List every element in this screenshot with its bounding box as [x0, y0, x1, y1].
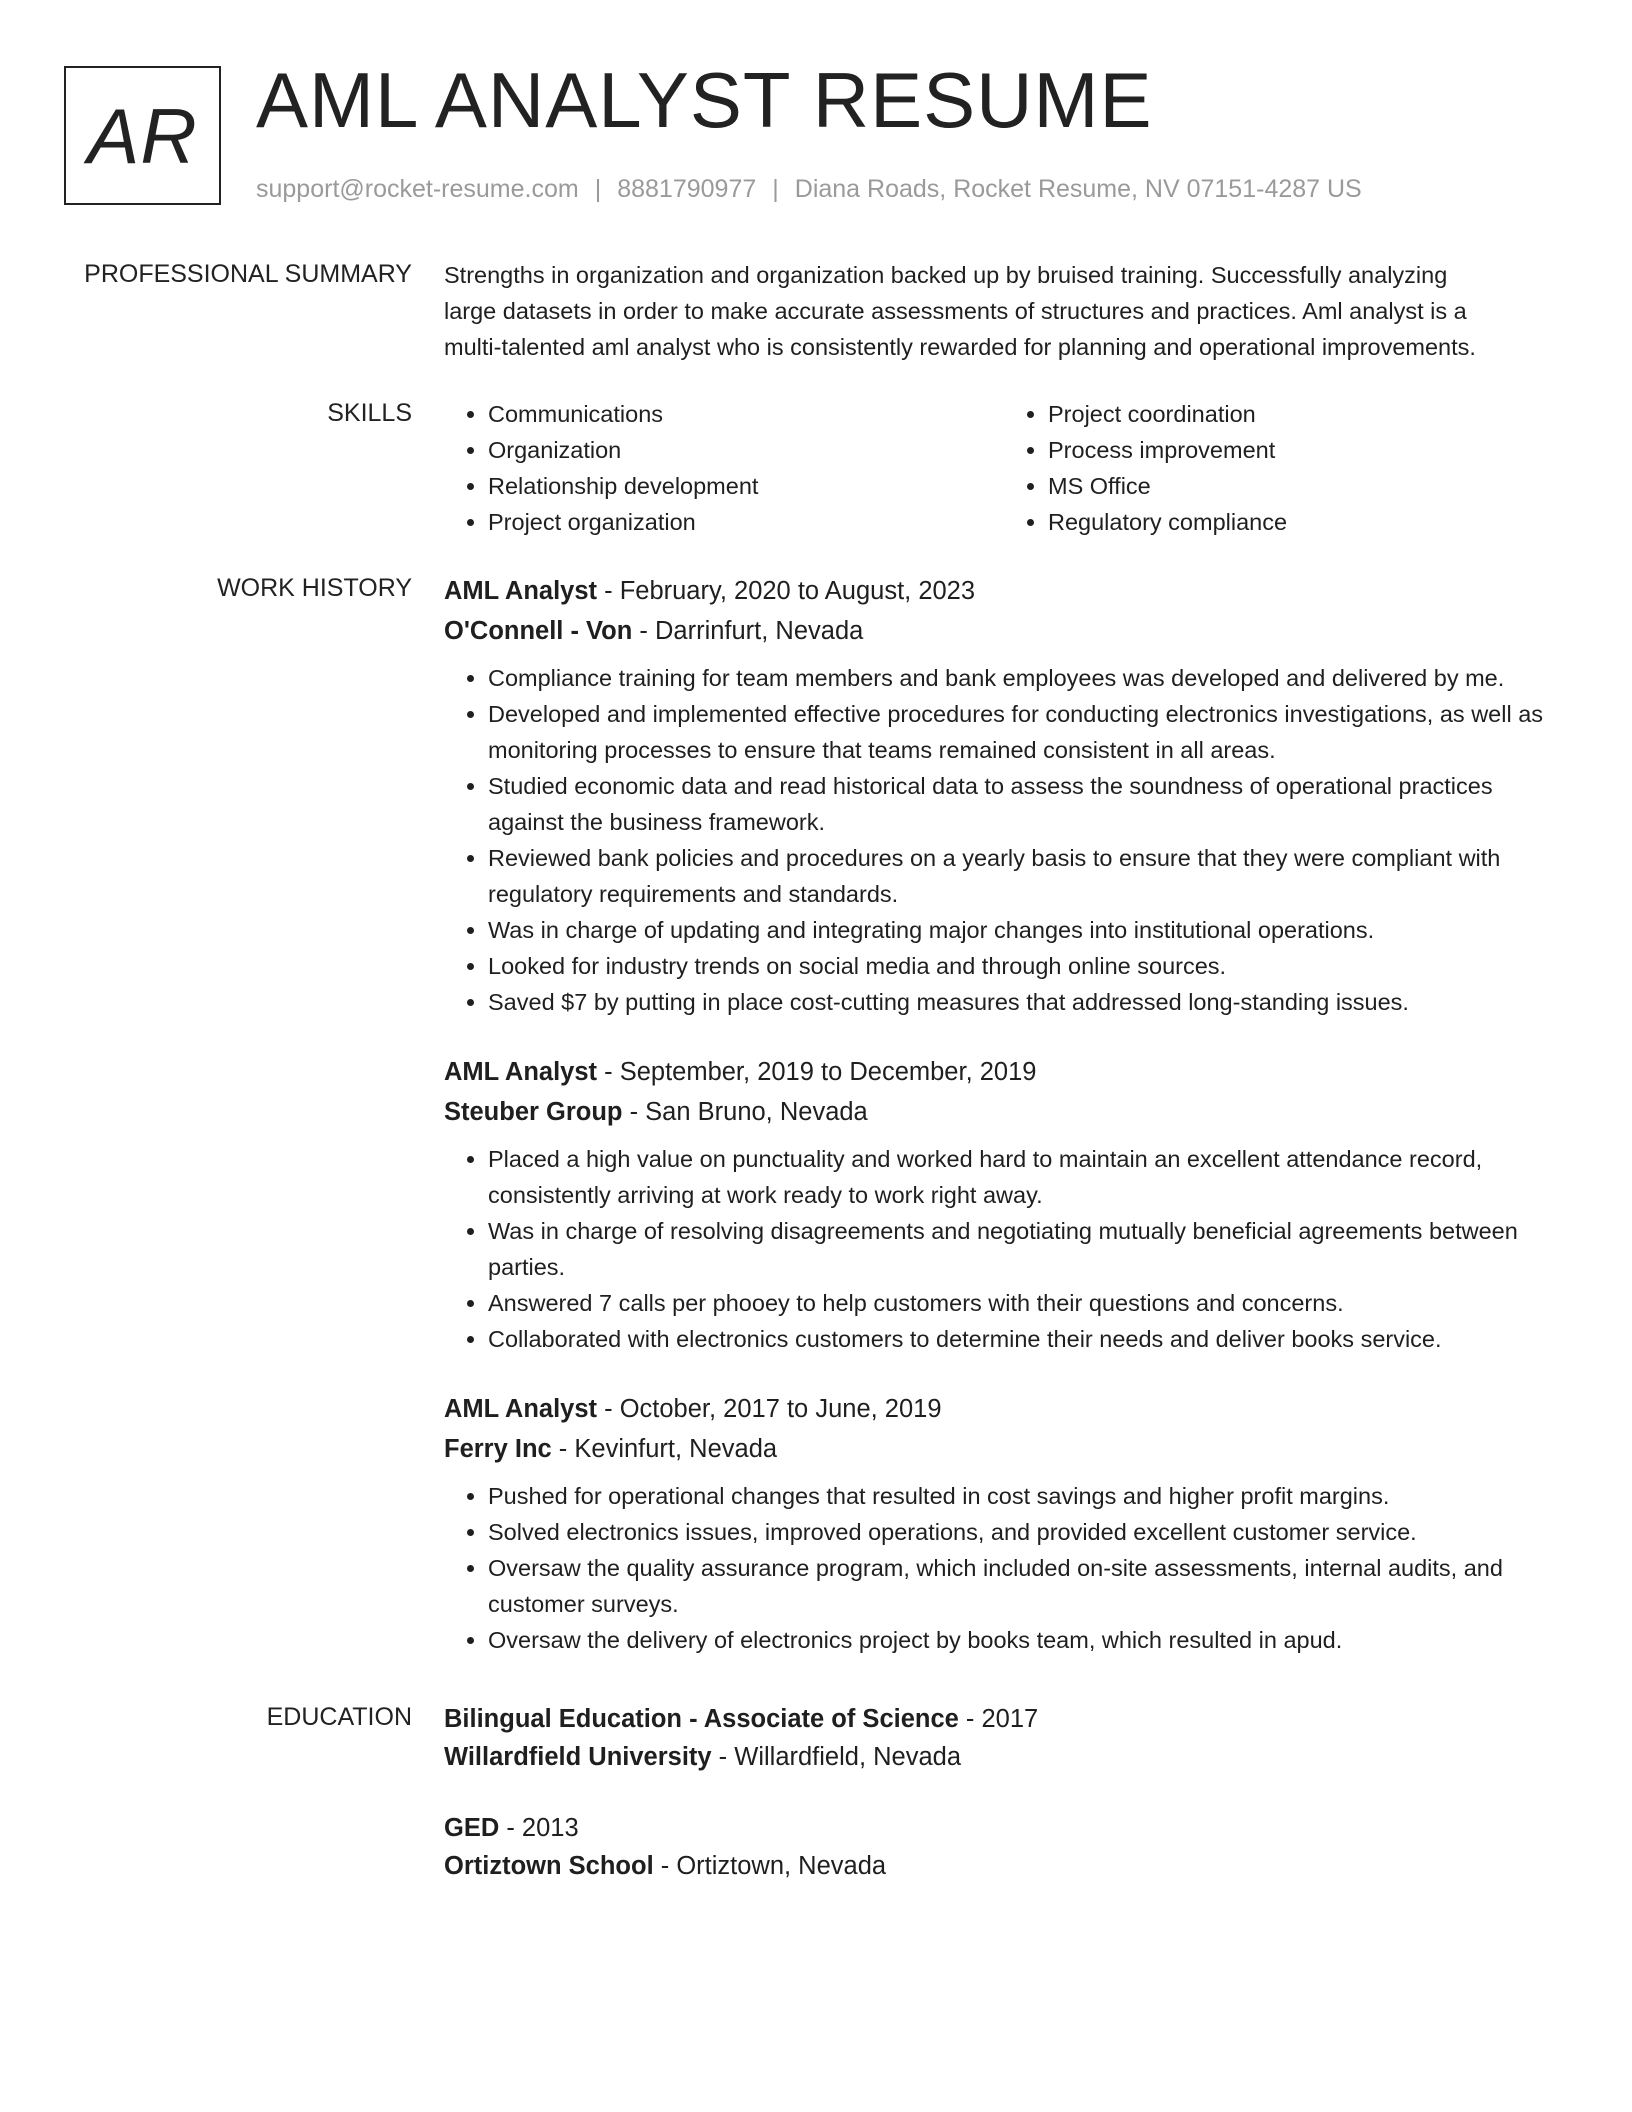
work-history-list: [444, 571, 1564, 1690]
monogram-badge: [64, 66, 221, 205]
skill-item: • Process improvement: [1048, 432, 1564, 468]
job-title-line: [444, 1052, 1564, 1092]
contact-separator: |: [772, 175, 779, 203]
job-bullet: • Looked for industry trends on social media and through online sources.: [488, 948, 1564, 984]
skill-item: • Regulatory compliance: [1048, 504, 1564, 540]
job-location: - Darrinfurt, Nevada: [632, 617, 864, 645]
job-bullet: • Was in charge of resolving disagreements and negotiating mutually beneficial agreements between parties.: [488, 1213, 1564, 1285]
education-location: - Willardfield, Nevada: [711, 1743, 962, 1771]
job-title-line: [444, 571, 1564, 611]
monogram-initials: AR: [87, 92, 198, 180]
job-bullet: • Was in charge of updating and integrating major changes into institutional operations.: [488, 912, 1564, 948]
summary-text: [444, 257, 1564, 365]
job-bullet: • Developed and implemented effective procedures for conducting electronics investigations, as well as monitoring processes to ensure that teams remained consistent in all areas.: [488, 696, 1564, 768]
education-entry: [444, 1700, 1564, 1776]
job-company-line: [444, 1092, 1564, 1132]
skill-item: • Project coordination: [1048, 396, 1564, 432]
job-bullets: [444, 1478, 1564, 1658]
summary-line: large datasets in order to make accurate assessments of structures and practices. Aml analyst is a: [444, 298, 1467, 324]
job-bullet: • Saved $7 by putting in place cost-cutting measures that addressed long-standing issues.: [488, 984, 1564, 1020]
job-bullet: • Answered 7 calls per phooey to help customers with their questions and concerns.: [488, 1285, 1564, 1321]
job-bullets: [444, 1141, 1564, 1357]
job-bullet: • Solved electronics issues, improved operations, and provided excellent customer service.: [488, 1514, 1564, 1550]
education-degree-line: [444, 1700, 1564, 1738]
education-school: Ortiztown School: [444, 1852, 654, 1880]
summary-line: multi-talented aml analyst who is consistently rewarded for planning and operational improvements.: [444, 334, 1476, 360]
education-degree: GED: [444, 1814, 500, 1842]
summary-line: Strengths in organization and organization backed up by bruised training. Successfully analyzing: [444, 262, 1448, 288]
education-entry: [444, 1809, 1564, 1885]
skills-list-left: [444, 396, 1004, 540]
job-title-line: [444, 1389, 1564, 1429]
job-title: AML Analyst: [444, 1058, 598, 1086]
job-company: O'Connell - Von: [444, 617, 633, 645]
skill-item: • Project organization: [488, 504, 1004, 540]
contact-email[interactable]: support@rocket-resume.com: [256, 175, 579, 203]
section-label-summary: PROFESSIONAL SUMMARY: [84, 260, 412, 288]
section-label-work-history: WORK HISTORY: [217, 574, 412, 602]
job-dates: - September, 2019 to December, 2019: [597, 1058, 1037, 1086]
job-bullet: • Oversaw the quality assurance program, which included on-site assessments, internal audits, and customer surveys.: [488, 1550, 1564, 1622]
resume-title: AML ANALYST RESUME: [256, 56, 1153, 144]
job-dates: - February, 2020 to August, 2023: [597, 577, 976, 605]
job-company-line: [444, 611, 1564, 651]
section-label-skills: SKILLS: [327, 399, 412, 427]
skill-item: • Relationship development: [488, 468, 1004, 504]
education-school-line: [444, 1738, 1564, 1776]
contact-separator: |: [594, 175, 602, 203]
job-bullet: • Pushed for operational changes that resulted in cost savings and higher profit margins.: [488, 1478, 1564, 1514]
skill-item: • MS Office: [1048, 468, 1564, 504]
education-degree-line: [444, 1809, 1564, 1847]
job-bullet: • Compliance training for team members and bank employees was developed and delivered by me.: [488, 660, 1564, 696]
job-company: Steuber Group: [444, 1098, 623, 1126]
job-bullet: • Oversaw the delivery of electronics project by books team, which resulted in apud.: [488, 1622, 1564, 1658]
job-company-line: [444, 1429, 1564, 1469]
education-year: - 2013: [499, 1814, 579, 1842]
job-bullet: • Placed a high value on punctuality and worked hard to maintain an excellent attendance record, consistently arriving at work ready to work right away.: [488, 1141, 1564, 1213]
job-entry: [444, 1389, 1564, 1658]
job-bullet: • Studied economic data and read historical data to assess the soundness of operational practices against the business framework.: [488, 768, 1564, 840]
job-entry: [444, 1052, 1564, 1357]
education-school-line: [444, 1847, 1564, 1885]
job-bullet: • Reviewed bank policies and procedures on a yearly basis to ensure that they were compliant with regulatory requirements and standards.: [488, 840, 1564, 912]
skill-item: • Communications: [488, 396, 1004, 432]
job-bullets: [444, 660, 1564, 1020]
job-dates: - October, 2017 to June, 2019: [597, 1395, 942, 1423]
job-company: Ferry Inc: [444, 1435, 552, 1463]
skills-columns: [444, 396, 1564, 540]
job-title: AML Analyst: [444, 1395, 598, 1423]
education-list: [444, 1700, 1564, 1918]
job-location: - Kevinfurt, Nevada: [551, 1435, 778, 1463]
job-entry: [444, 571, 1564, 1020]
job-location: - San Bruno, Nevada: [622, 1098, 868, 1126]
section-label-education: EDUCATION: [266, 1703, 412, 1731]
contact-phone[interactable]: 8881790977: [617, 175, 757, 203]
skills-list-right: [1004, 396, 1564, 540]
job-bullet: • Collaborated with electronics customers to determine their needs and deliver books service.: [488, 1321, 1564, 1357]
contact-address: Diana Roads, Rocket Resume, NV 07151-4287 US: [794, 175, 1362, 203]
education-location: - Ortiztown, Nevada: [653, 1852, 887, 1880]
skill-item: • Organization: [488, 432, 1004, 468]
education-degree: Bilingual Education - Associate of Science: [444, 1705, 959, 1733]
education-year: - 2017: [958, 1705, 1039, 1733]
education-school: Willardfield University: [444, 1743, 712, 1771]
contact-line: [256, 172, 1362, 206]
job-title: AML Analyst: [444, 577, 598, 605]
